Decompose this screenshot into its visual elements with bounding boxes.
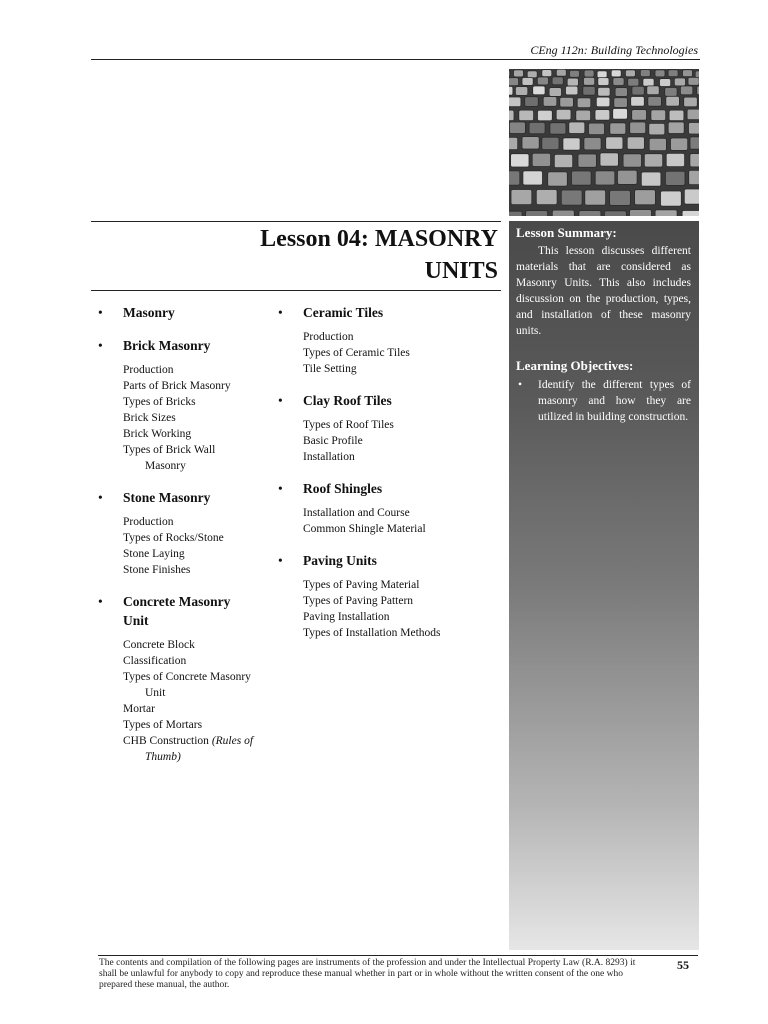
subtopic-text: CHB Construction [123,735,212,747]
bullet-icon: • [278,393,283,408]
cobblestone [695,71,699,78]
subtopic-list [96,514,266,578]
cobblestone [584,77,595,85]
cobblestone [598,87,610,96]
cobblestone [615,88,627,97]
cobblestone [596,97,610,107]
cobblestone [556,109,571,120]
cobblestone [552,210,574,216]
cobblestone [537,77,548,85]
subtopic-item: Types of Paving Material [303,579,420,591]
footer-divider [98,955,698,956]
topic-heading: Concrete Masonry Unit [123,594,231,628]
subtopic-item [96,733,270,765]
cobblestone [561,190,582,205]
subtopic-item: Production [123,364,174,376]
header-divider [91,59,700,60]
cobblestone [651,110,666,121]
subtopic-item: Types of Installation Methods [303,627,441,639]
cobblestone [522,78,533,86]
cobblestone [600,153,618,166]
subtopic-item: Common Shingle Material [303,523,426,535]
cobblestone [550,123,566,135]
cobblestone [643,78,654,86]
cobblestone [649,138,666,150]
cobblestone [623,154,641,167]
subtopic-item: Stone Finishes [123,564,191,576]
cobblestone [577,98,591,108]
cobblestone [569,122,585,134]
cobblestone [509,211,522,216]
subtopic-item: Types of Mortars [123,719,203,731]
subtopic-list [96,362,266,474]
cobblestone [614,98,628,108]
cobblestone [522,137,539,149]
cobblestone [566,86,578,95]
cobblestone [604,211,626,216]
topics-left-column [96,303,266,779]
cobblestone [687,109,699,120]
title-rule-top [91,221,501,222]
bullet-icon: • [98,338,103,353]
lesson-summary-panel [509,221,699,950]
cobblestone [527,71,537,78]
cobblestone [595,110,610,121]
cobblestone [579,211,601,216]
cobblestone [567,78,578,86]
cobblestone [689,170,699,184]
cobblestone [584,70,594,77]
cobblestone [542,70,552,77]
cobblestone [583,86,595,95]
topic-roof-shingles [276,479,506,537]
cobblestone [598,78,609,86]
summary-heading: Lesson Summary: [516,225,617,240]
topic-heading: Brick Masonry [123,338,211,353]
cobblestone [509,70,510,77]
cobblestone [630,210,652,216]
topic-concrete-masonry-unit [96,592,266,765]
cobblestone [628,78,639,86]
cobblestone [597,71,607,78]
cobblestone [688,77,699,85]
cobblestone [690,154,699,167]
topic-heading: Masonry [123,305,175,320]
cobblestone [509,110,514,121]
cobblestone [578,154,596,167]
topic-heading: Roof Shingles [303,481,383,496]
cobblestone [690,137,699,149]
cobblestone [625,70,635,77]
cobblestone [526,211,548,216]
cobblestone-photo [509,69,699,216]
cobblestone [509,137,518,149]
topic-ceramic-tiles [276,303,506,377]
bullet-icon: • [98,305,103,320]
cobblestone [683,70,693,77]
cobblestone [532,153,550,166]
cobblestone [610,190,631,205]
subtopic-item: Parts of Brick Masonry [123,380,231,392]
cobblestone [649,123,665,134]
cobblestone [631,97,645,107]
cobblestone [661,191,682,206]
cobblestone [515,87,527,96]
topics-right-column [276,303,506,655]
topic-stone-masonry [96,488,266,578]
lesson-title [200,223,498,287]
objectives-list [516,377,691,425]
cobblestone [585,190,606,205]
objectives-heading: Learning Objectives: [516,358,634,373]
cobblestone [536,190,557,205]
lesson-title-line1: Lesson 04: MASONRY [260,226,498,252]
cobblestone [660,79,671,87]
topic-heading: Clay Roof Tiles [303,393,392,408]
subtopic-item: Paving Installation [303,611,390,623]
subtopic-item: Brick Sizes [123,412,176,424]
cobblestone [595,171,615,185]
cobblestone [543,97,557,107]
topic-clay-roof-tiles [276,391,506,465]
topic-heading: Paving Units [303,553,377,568]
subtopic-item: Concrete Block [123,639,195,651]
cobblestone [549,88,561,97]
cobblestone [572,171,592,185]
cobblestone [668,122,684,134]
subtopic-list [276,329,506,377]
cobblestone [556,69,566,76]
cobblestone [552,77,563,85]
cobblestone [509,78,519,86]
cobblestone [640,70,650,77]
cobblestone [589,123,605,135]
cobblestone [613,78,624,86]
subtopic-item: Installation [303,451,355,463]
cobblestone [584,138,601,150]
cobblestone [563,138,580,150]
subtopic-item: Types of Bricks [123,396,196,408]
cobblestone [611,70,621,77]
subtopic-list [276,417,506,465]
cobblestone [648,97,662,107]
cobblestone [523,171,543,185]
cobblestone [533,86,545,95]
cobblestone [606,137,623,149]
bullet-icon: • [278,481,283,496]
cobblestone [613,109,628,120]
bullet-icon: • [98,594,103,609]
subtopic-item: Types of Concrete Masonry Unit [123,671,251,699]
subtopic-italic-note: (Rules of Thumb) [145,735,254,763]
cobblestone [538,110,553,121]
cobblestone [560,97,574,107]
subtopic-item: Brick Working [123,428,192,440]
topic-paving-units [276,551,506,641]
subtopic-item: Types of Brick Wall Masonry [123,444,216,472]
cobblestone [641,172,661,186]
page-number: 55 [677,958,689,972]
cobblestone [668,70,678,77]
cobblestone [509,122,525,134]
cobblestone [669,110,684,121]
topic-heading: Stone Masonry [123,490,211,505]
lesson-title-line2: UNITS [424,258,498,284]
cobblestone [665,171,685,185]
objective-item [516,377,691,425]
cobblestone [576,110,591,121]
subtopic-item: Types of Roof Tiles [303,419,394,431]
cobblestone [666,153,684,166]
bullet-icon: • [278,305,283,320]
title-rule-bottom [91,290,501,291]
cobblestone [525,97,539,107]
cobblestone [509,86,513,95]
subtopic-list [96,637,266,765]
subtopic-item: Installation and Course [303,507,410,519]
cobblestone [554,154,572,167]
cobblestone [665,88,677,97]
bullet-icon: • [518,379,523,391]
cobblestone [655,70,665,77]
subtopic-item: Mortar [123,703,155,715]
cobblestone [684,97,698,107]
cobblestone [514,70,524,77]
cobblestone [509,171,520,185]
cobblestone [647,86,659,95]
cobblestone [671,138,688,150]
cobblestone [632,110,647,121]
cobblestone [655,210,677,216]
topic-heading: Ceramic Tiles [303,305,384,320]
cobblestone [680,86,692,95]
topic-brick-masonry [96,336,266,474]
cobblestone [570,70,580,77]
course-header: CEng 112n: Building Technologies [530,43,698,57]
copyright-notice: The contents and compilation of the following pages are instruments of the profession and under the Intellectual Property Law (R.A. 8293) it shall be unlawful for anybody to copy and reproduce these manual whether in part or in whole without the written consent of the one who prepared these manual, the author. [99,958,636,990]
cobblestone [635,190,656,205]
cobblestone [666,96,680,106]
cobblestone [511,154,529,167]
cobblestone [542,137,559,149]
subtopic-item: Classification [123,655,187,667]
bullet-icon: • [278,553,283,568]
bullet-icon: • [98,490,103,505]
cobblestone [682,211,699,217]
cobblestone [644,154,662,167]
summary-text: This lesson discusses different materials that are considered as Masonry Units. This also includes discussion on the production, types, and installation of these masonry units. [516,245,691,337]
cobblestone [684,189,699,204]
cobblestone [548,172,568,186]
cobblestone [630,122,646,134]
subtopic-item: Production [123,516,174,528]
cobblestone [627,137,644,149]
cobblestone [632,86,644,95]
cobblestone [689,123,700,135]
subtopic-list [276,577,506,641]
cobblestone [618,170,638,184]
cobblestone [509,97,521,107]
subtopic-item: Types of Rocks/Stone [123,532,224,544]
cobblestone [610,123,626,135]
cobblestone [511,190,532,205]
cobblestone [674,78,685,86]
subtopic-item: Basic Profile [303,435,363,447]
objective-text: Identify the different types of masonry and how they are utilized in building construction. [538,379,691,423]
cobblestone [529,122,545,134]
subtopic-item: Types of Paving Pattern [303,595,414,607]
subtopic-item: Types of Ceramic Tiles [303,347,410,359]
subtopic-item: Tile Setting [303,363,357,375]
cobblestone [519,110,534,121]
cobblestone [697,86,699,95]
subtopic-list [276,505,506,537]
cobblestone-image [509,69,699,216]
subtopic-item: Production [303,331,354,343]
subtopic-item: Stone Laying [123,548,185,560]
topic-masonry [96,303,266,322]
